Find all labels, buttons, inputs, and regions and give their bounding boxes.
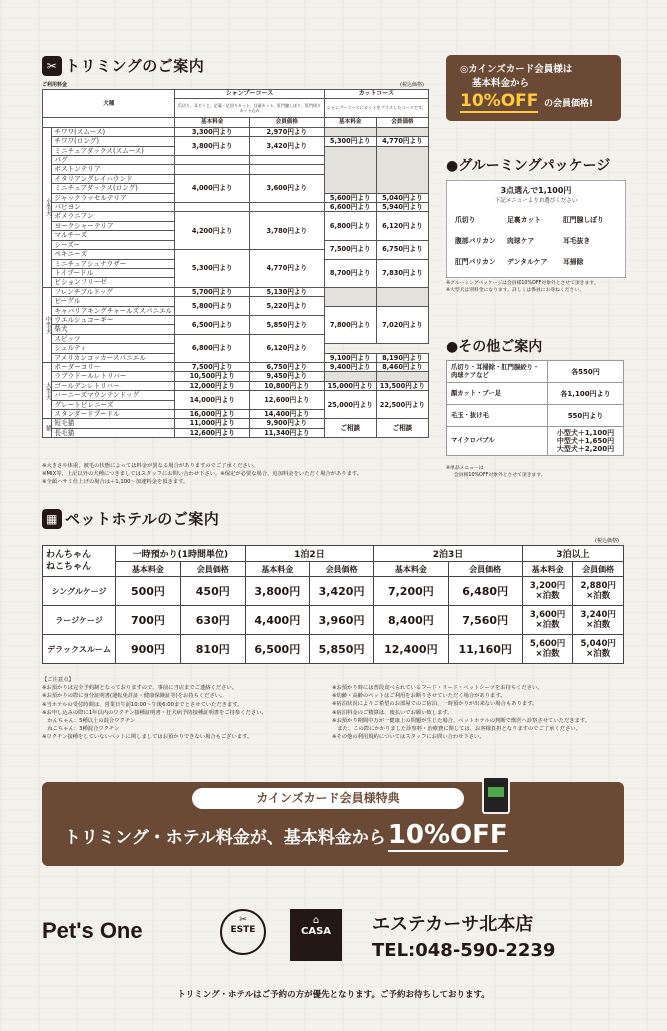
trimming-row (43, 127, 429, 136)
other-label: 毛玉・抜け毛 (447, 405, 548, 427)
trimming-row (43, 362, 429, 371)
breed-name: ボストンテリア (52, 165, 175, 174)
hotel-base-price: 5,600円 ×泊数 (522, 635, 573, 664)
shampoo-base-price: 16,000円より (175, 410, 250, 419)
hotel-note: ※ワクチン接種をしていないペットに関しましてはお預かりできない場合もございます。 (42, 734, 253, 741)
other-title: ●その他ご案内 (446, 339, 543, 355)
breed-name: パグ (52, 156, 175, 165)
member-box-big: 10%OFF (460, 91, 539, 111)
hotel-col-base: 基本料金 (522, 562, 573, 577)
cut-base-price: 5,300円より (324, 137, 376, 146)
hotel-note: ※お預かり期間中万が一健康上の問題が生じた場合、ペットホテルの判断で獣医へ診察させていただきます。 (332, 717, 591, 724)
shampoo-member-price: 4,770円より (250, 250, 325, 288)
cut-base-price: 7,500円より (324, 240, 376, 259)
shampoo-base-price: 12,000円より (175, 381, 250, 390)
grooming-card (446, 180, 626, 278)
breed-name: フレンチブルドッグ (52, 287, 175, 296)
shampoo-base-price: 3,800円より (175, 137, 250, 156)
hotel-member-price: 5,040円 ×泊数 (573, 635, 624, 664)
col-cut: カットコース (324, 90, 428, 99)
shampoo-member-price: 5,220円より (250, 297, 325, 316)
shampoo-base-price: 14,000円より (175, 391, 250, 410)
hotel-note: ※その他の利用規約についてはスタッフにお問い合わせ下さい。 (332, 734, 485, 741)
store-tel: TEL:048-590-2239 (372, 940, 556, 961)
este-logo (220, 909, 266, 955)
shampoo-member-price: 9,900円より (250, 419, 325, 428)
cut-member-price (376, 127, 428, 136)
breed-name: ラブラドールレトリバー (52, 372, 175, 381)
hotel-note: ※宿泊料金のご精算は、後払いでお願い致します。 (332, 709, 453, 716)
trimming-title-text: トリミングのご案内 (65, 57, 205, 75)
cut-base-price (324, 372, 376, 381)
shampoo-base-price: 3,300円より (175, 127, 250, 136)
member-box-tail: の会員価格! (543, 99, 594, 109)
other-row (447, 405, 624, 427)
breed-name: ビションフリーゼ (52, 278, 175, 287)
breed-name: キャバリアキングチャールズスパニエル (52, 306, 175, 315)
cut-desc: シャンプーコースにカットをプラスしたコースです。 (324, 99, 428, 118)
trimming-tax-note: (税込価格) (400, 82, 424, 88)
hotel-col-base: 基本料金 (116, 562, 181, 577)
casa-logo (290, 909, 342, 961)
shampoo-member-price: 6,120円より (250, 334, 325, 362)
hotel-col-base: 基本料金 (374, 562, 448, 577)
shampoo-member-price: 3,780円より (250, 212, 325, 250)
hotel-col-member: 会員価格 (573, 562, 624, 577)
grooming-item: 肉球ケア (507, 237, 535, 245)
member-discount-box (446, 55, 621, 121)
shampoo-member-price: 10,800円より (250, 381, 325, 390)
breed-name: ポメラニアン (52, 212, 175, 221)
trimming-row (43, 372, 429, 381)
grooming-note: ※グルーミングパッケージは会員様10%OFF対象外とさせて頂きます。 (446, 281, 599, 286)
hotel-room-type: デラックスルーム (43, 635, 116, 664)
shampoo-base-price: 5,800円より (175, 297, 250, 316)
breed-name: 短毛猫 (52, 419, 175, 428)
house-icon: ⌂ (312, 915, 320, 926)
cut-base-price (324, 127, 376, 136)
shampoo-member-price: 14,400円より (250, 410, 325, 419)
breed-name: ビーグル (52, 297, 175, 306)
cut-base-price: 5,600円より (324, 193, 376, 202)
breed-group-label: 小型犬 (43, 127, 52, 287)
banner-main (64, 820, 508, 850)
shampoo-desc: 爪切り、耳そうじ、足裏・足回りカット、目頭カット、肛門腺しぼり、肛門周りカット込み (175, 99, 324, 118)
other-notes (446, 465, 626, 480)
other-label: 爪切り・耳掃除・肛門腺絞り・肉球ケアなど (447, 361, 548, 383)
cut-member-price (376, 146, 428, 193)
hotel-base-price: 3,800円 (245, 577, 309, 606)
breed-name: グレートピレニーズ (52, 400, 175, 409)
hotel-notes-left-list (42, 684, 327, 741)
hotel-period: 1泊2日 (245, 546, 374, 562)
shampoo-member-price: 5,850円より (250, 315, 325, 334)
hotel-base-price: 900円 (116, 635, 181, 664)
cut-base-price: 6,800円より (324, 212, 376, 240)
cut-member-price: 6,120円より (376, 212, 428, 240)
hotel-row (43, 606, 624, 635)
breed-name: ミニチュアダックス(ロング) (52, 184, 175, 193)
cut-member-price: 4,770円より (376, 137, 428, 146)
hotel-row (43, 635, 624, 664)
breed-name: スピッツ (52, 334, 175, 343)
col-member: 会員価格 (250, 118, 325, 127)
hotel-notes-left (42, 676, 327, 742)
other-table (446, 360, 624, 456)
scissors-small-icon: ✂ (239, 915, 247, 925)
breed-name: ジャックラッセルテリア (52, 193, 175, 202)
shampoo-member-price: 6,750円より (250, 362, 325, 371)
shampoo-member-price: 11,340円より (250, 428, 325, 437)
hotel-room-type: シングルケージ (43, 577, 116, 606)
trimming-row (43, 419, 429, 428)
breed-name: 長毛猫 (52, 428, 175, 437)
breed-name: シーズー (52, 240, 175, 249)
shampoo-member-price: 12,600円より (250, 391, 325, 410)
hotel-base-price: 4,400円 (245, 606, 309, 635)
shampoo-base-price (175, 156, 250, 165)
shampoo-member-price (250, 203, 325, 212)
shampoo-base-price: 10,500円より (175, 372, 250, 381)
other-price: 各1,100円より (548, 383, 624, 405)
hotel-base-price: 6,500円 (245, 635, 309, 664)
shampoo-base-price (175, 165, 250, 174)
hotel-base-price: 3,200円 ×泊数 (522, 577, 573, 606)
other-price: 550円より (548, 405, 624, 427)
col-shampoo: シャンプーコース (175, 90, 324, 99)
smartphone-icon (482, 776, 510, 814)
breed-name: シェルティ (52, 344, 175, 353)
banner-main-text: トリミング・ホテル料金が、基本料金から (64, 828, 386, 848)
breed-group-label: 猫 (43, 419, 52, 438)
other-note: 会員様10%OFF対象外とさせて頂きます。 (454, 473, 546, 479)
other-row (447, 383, 624, 405)
hotel-note: ※お申し込みの際に1年以内のワクチン接種証明書・狂犬病予防接種証明書をご持参ください。 (42, 709, 267, 716)
trimming-notes (42, 462, 432, 487)
cut-member-price: 22,500円より (376, 391, 428, 419)
cut-base-price: 7,800円より (324, 306, 376, 344)
grooming-item: 耳毛抜き (563, 237, 591, 245)
grooming-item: 肛門バリカン (455, 258, 496, 266)
hotel-room-type: ラージケージ (43, 606, 116, 635)
cut-member-price: 7,830円より (376, 259, 428, 287)
hotel-col-member: 会員価格 (180, 562, 245, 577)
hotel-member-price: 7,560円 (448, 606, 522, 635)
shampoo-member-price (250, 165, 325, 174)
breed-name: バーニーズマウンテンドッグ (52, 391, 175, 400)
breed-name: ヨークシャーテリア (52, 221, 175, 230)
cut-base-price: 8,700円より (324, 259, 376, 287)
col-member: 会員価格 (376, 118, 428, 127)
hotel-member-price: 630円 (180, 606, 245, 635)
shampoo-base-price: 7,500円より (175, 362, 250, 371)
other-price: 各550円 (548, 361, 624, 383)
shampoo-base-price: 6,500円より (175, 315, 250, 334)
shampoo-member-price: 9,450円より (250, 372, 325, 381)
grooming-item: 肛門腺しぼり (563, 216, 604, 224)
grooming-items (447, 204, 625, 266)
hotel-member-price: 3,420円 (309, 577, 373, 606)
breed-name: ペキニーズ (52, 250, 175, 259)
grooming-title: ●グルーミングパッケージ (446, 158, 611, 174)
hotel-note: ※お預かりは完全予約制となっておりますので、事前に当店までご連絡ください。 (42, 685, 238, 692)
hotel-col-base: 基本料金 (245, 562, 309, 577)
cut-member-price: 13,500円より (376, 381, 428, 390)
breed-name: イタリアングレイハウンド (52, 174, 175, 183)
shampoo-member-price: 3,420円より (250, 137, 325, 156)
hotel-member-price: 11,160円 (448, 635, 522, 664)
grooming-item: 耳掃除 (563, 258, 584, 266)
breed-name: パピヨン (52, 203, 175, 212)
hotel-base-price: 500円 (116, 577, 181, 606)
cut-member-price (376, 372, 428, 381)
other-row (447, 361, 624, 383)
cut-member-price: 6,750円より (376, 240, 428, 259)
trimming-table-wrap (42, 89, 429, 438)
other-price: 小型犬＋1,100円 中型犬＋1,650円 大型犬＋2,200円 (548, 427, 624, 456)
store-name: エステカーサ北本店 (372, 914, 534, 935)
hotel-title (42, 508, 219, 529)
breed-name: チワワ(ロング) (52, 137, 175, 146)
hotel-tax-note: (税込価格) (595, 538, 619, 544)
hotel-note: ※お預かり時には普段食べられているフード・リード・ペットシーツをお持ちください。 (332, 685, 543, 691)
hotel-table (42, 545, 624, 664)
trimming-note: ※MIX等、上記以外の犬種につきましてはスタッフにお問い合わせ下さい。※保定が必要な場合、追加料金をいただく場合があります。 (42, 471, 363, 478)
cut-base-price: 6,600円より (324, 203, 376, 212)
cut-base-price (324, 287, 376, 306)
shampoo-member-price: 3,600円より (250, 174, 325, 202)
other-label: マイクロバブル (447, 427, 548, 456)
trimming-row (43, 137, 429, 146)
hotel-base-price: 700円 (116, 606, 181, 635)
hotel-note: ※宿泊状況によりご希望のお部屋でのご宿泊、一時預かりが出来ない場合もあります。 (332, 701, 538, 708)
cut-base-price: ご相談 (324, 419, 376, 438)
col-base: 基本料金 (324, 118, 376, 127)
cut-base-price: 9,100円より (324, 353, 376, 362)
breed-name: ミニチュアシュナウザー (52, 259, 175, 268)
grooming-note: ※大型犬は別料金になります。詳しくは係員にお尋ねください。 (446, 288, 584, 294)
grooming-item: 腹部バリカン (455, 237, 496, 245)
shampoo-base-price: 11,000円より (175, 419, 250, 428)
breed-name: ゴールデンレトリバー (52, 381, 175, 390)
cut-member-price: 8,190円より (376, 353, 428, 362)
member-banner (42, 782, 624, 866)
hotel-note: ※当ホテルの受付時間は、営業日午前10:00～午後6:00までとさせていただきます。 (42, 701, 243, 708)
cut-member-price: ご相談 (376, 419, 428, 438)
hotel-member-price: 6,480円 (448, 577, 522, 606)
trimming-row (43, 203, 429, 212)
cut-base-price (324, 146, 376, 193)
hotel-corner: わんちゃん ねこちゃん (43, 546, 116, 577)
casa-text: CASA (300, 926, 332, 937)
petsone-logo: Pet's One (42, 918, 143, 943)
hotel-member-price: 5,850円 (309, 635, 373, 664)
member-box-line2: 基本料金から (472, 78, 530, 89)
hotel-icon: ▦ (42, 509, 62, 529)
breed-name: ミニチュアダックス(スムース) (52, 146, 175, 155)
col-base: 基本料金 (175, 118, 250, 127)
hotel-base-price: 7,200円 (374, 577, 448, 606)
hotel-note: また、この際にかかりました診察料・治療費に関しては、お客様負担となりますのでご了承ください。 (332, 726, 581, 733)
grooming-item: 足裏カット (507, 216, 541, 224)
hotel-subhead (43, 562, 624, 577)
cut-base-price: 9,400円より (324, 362, 376, 371)
hotel-col-member: 会員価格 (448, 562, 522, 577)
hotel-member-price: 3,960円 (309, 606, 373, 635)
other-note: ※単品メニューは (446, 466, 484, 471)
footer-message: トリミング・ホテルはご予約の方が優先となります。ご予約お待ちしております。 (177, 990, 490, 1000)
breed-name: マルチーズ (52, 231, 175, 240)
hotel-member-price: 2,880円 ×泊数 (573, 577, 624, 606)
breed-name: ウエルシュコーギー (52, 315, 175, 324)
trimming-title (42, 55, 204, 76)
hotel-member-price: 450円 (180, 577, 245, 606)
shampoo-base-price: 6,800円より (175, 334, 250, 362)
hotel-note: ※お預かりの際に身分証明書(運転免許証・健康保険証等)をお持ちください。 (42, 693, 226, 700)
hotel-note: ねこちゃん：3種混合ワクチン (42, 726, 120, 733)
breed-name: チワワ(スムース) (52, 127, 175, 136)
grooming-head: 3点選んで1,100円 (500, 186, 572, 195)
shampoo-base-price: 4,200円より (175, 212, 250, 250)
trimming-row (43, 391, 429, 400)
trimming-table-body (43, 127, 429, 437)
hotel-base-price: 12,400円 (374, 635, 448, 664)
breed-name: ボーダーコリー (52, 362, 175, 371)
hotel-notes-right (332, 684, 632, 741)
hotel-period: 3泊以上 (522, 546, 623, 562)
breed-name: トイプードル (52, 268, 175, 277)
trimming-row (43, 212, 429, 221)
breed-name: 柴犬 (52, 325, 175, 334)
cut-member-price: 5,040円より (376, 193, 428, 202)
banner-big: 10%OFF (387, 820, 508, 850)
trimming-row (43, 287, 429, 296)
hotel-note: ※幼齢・高齢のペットはご利用をお断りさせていただく場合があります。 (332, 693, 506, 700)
shampoo-base-price: 5,700円より (175, 287, 250, 296)
trimming-note: ※大きさや体重、被毛の状態によっては料金が異なる場合がありますのでご了承ください。 (42, 463, 259, 469)
hotel-base-price: 8,400円 (374, 606, 448, 635)
grooming-item: 爪切り (455, 216, 476, 224)
other-row (447, 427, 624, 456)
cut-member-price: 5,940円より (376, 203, 428, 212)
cut-base-price: 15,000円より (324, 381, 376, 390)
hotel-period: 2泊3日 (374, 546, 523, 562)
hotel-table-body (43, 577, 624, 664)
scissors-icon: ✂ (42, 56, 62, 76)
banner-top: カインズカード会員様特典 (192, 788, 464, 809)
shampoo-base-price (175, 203, 250, 212)
shampoo-member-price: 2,970円より (250, 127, 325, 136)
breed-name: スタンダードプードル (52, 410, 175, 419)
trimming-row (43, 381, 429, 390)
hotel-member-price: 3,240円 ×泊数 (573, 606, 624, 635)
hotel-col-member: 会員価格 (309, 562, 373, 577)
member-box-line1: ◎カインズカード会員様は (460, 64, 573, 75)
trimming-note: ※全顔ハサミ仕上げの場合は＋1,100～加速料金を頂きます。 (42, 479, 189, 486)
cut-member-price (376, 287, 428, 306)
grooming-notes (446, 280, 636, 295)
hotel-note: わんちゃん：5種以上の混合ワクチン (42, 718, 136, 725)
shampoo-base-price: 5,300円より (175, 250, 250, 288)
shampoo-member-price: 5,130円より (250, 287, 325, 296)
col-breed: 犬種 (43, 90, 175, 118)
hotel-title-text: ペットホテルのご案内 (65, 510, 220, 528)
shampoo-base-price: 12,600円より (175, 428, 250, 437)
hotel-row (43, 577, 624, 606)
este-text: ESTE (230, 925, 256, 935)
hotel-member-price: 810円 (180, 635, 245, 664)
hotel-period: 一時預かり(1時間単位) (116, 546, 246, 562)
hotel-notes-title: 【ご注意点】 (42, 677, 74, 683)
cut-member-price: 7,020円より (376, 306, 428, 344)
breed-group-label: 大型犬 (43, 362, 52, 418)
trimming-sub-label: ご利用料金 (42, 82, 68, 88)
other-label: 顔カット・ブー足 (447, 383, 548, 405)
shampoo-member-price (250, 156, 325, 165)
grooming-sub: 下記メニューよりお選びください (494, 198, 578, 204)
cut-member-price: 8,460円より (376, 362, 428, 371)
cut-base-price: 25,000円より (324, 391, 376, 419)
trimming-table (42, 89, 429, 438)
grooming-item: デンタルケア (507, 258, 548, 266)
hotel-base-price: 3,600円 ×泊数 (522, 606, 573, 635)
breed-name: アメリカンコッカースパニエル (52, 353, 175, 362)
shampoo-base-price: 4,000円より (175, 174, 250, 202)
breed-group-label: 中型犬 (43, 287, 52, 362)
